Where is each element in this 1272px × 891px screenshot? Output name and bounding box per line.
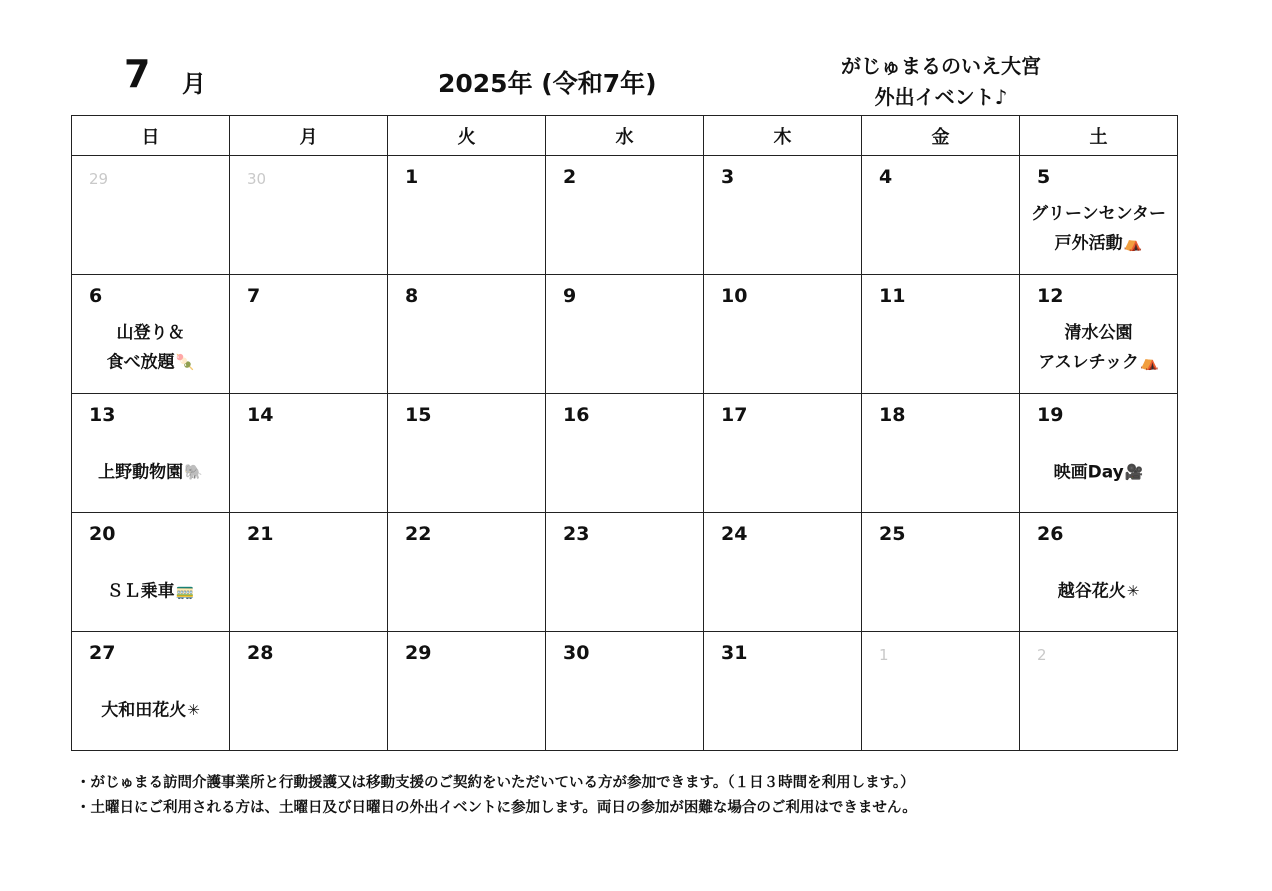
elephant-icon: 🐘	[184, 463, 203, 481]
weekday-fri: 金	[862, 116, 1020, 156]
notes	[76, 771, 917, 821]
day-number: 29	[405, 642, 432, 664]
day-cell	[862, 394, 1020, 513]
day-number: 22	[405, 523, 432, 545]
year-title: 2025年 (令和7年)	[438, 69, 657, 98]
event-label	[72, 458, 229, 488]
day-cell	[72, 275, 230, 394]
week-row	[72, 156, 1178, 275]
day-number: 5	[1037, 166, 1051, 188]
weekday-thu: 木	[704, 116, 862, 156]
day-cell	[546, 275, 704, 394]
organization-name: がじゅまるのいえ大宮	[841, 54, 1041, 78]
day-cell	[72, 394, 230, 513]
event-text: 上野動物園	[98, 462, 184, 483]
day-cell	[72, 156, 230, 275]
event-text: 山登り＆	[116, 323, 185, 343]
day-number: 4	[879, 166, 893, 188]
day-number: 26	[1037, 523, 1064, 545]
day-cell	[546, 394, 704, 513]
day-number: 10	[721, 285, 748, 307]
weekday-mon: 月	[230, 116, 388, 156]
tent-icon: ⛺	[1123, 234, 1143, 252]
day-cell	[72, 632, 230, 751]
day-number: 6	[89, 285, 103, 307]
day-cell	[230, 513, 388, 632]
day-number: 24	[721, 523, 748, 545]
day-number: 19	[1037, 404, 1064, 426]
day-number: 12	[1037, 285, 1064, 307]
day-cell	[704, 394, 862, 513]
event-text: 戸外活動	[1054, 233, 1123, 254]
day-cell	[1020, 513, 1178, 632]
week-row	[72, 394, 1178, 513]
day-number: 25	[879, 523, 906, 545]
day-number: 16	[563, 404, 590, 426]
event-label	[72, 696, 229, 726]
event-text: 越谷花火	[1057, 581, 1126, 602]
day-cell	[704, 632, 862, 751]
movie-camera-icon: 🎥	[1124, 463, 1144, 481]
day-cell	[546, 156, 704, 275]
day-cell	[230, 156, 388, 275]
event-title: 外出イベント♪	[874, 85, 1008, 109]
event-text: 清水公園	[1064, 323, 1133, 343]
skewer-icon: 🍡	[175, 353, 195, 371]
event-label	[72, 319, 229, 378]
weekday-tue: 火	[388, 116, 546, 156]
day-cell	[1020, 275, 1178, 394]
day-cell	[388, 275, 546, 394]
day-cell	[388, 394, 546, 513]
day-number: 13	[89, 404, 116, 426]
weekday-header-row	[72, 116, 1178, 156]
tent-icon: ⛺	[1140, 353, 1159, 371]
day-number: 20	[89, 523, 116, 545]
day-cell	[72, 513, 230, 632]
day-number: 1	[879, 646, 889, 664]
day-cell	[704, 156, 862, 275]
day-cell	[1020, 394, 1178, 513]
day-cell	[388, 513, 546, 632]
train-icon: 🚃	[175, 582, 195, 600]
day-number: 30	[563, 642, 590, 664]
day-number: 30	[247, 170, 267, 188]
day-number: 1	[405, 166, 419, 188]
event-label	[1020, 458, 1177, 488]
week-row	[72, 275, 1178, 394]
day-number: 11	[879, 285, 906, 307]
day-cell	[230, 632, 388, 751]
event-text: 食べ放題	[106, 352, 175, 373]
day-number: 8	[405, 285, 419, 307]
weekday-sat: 土	[1020, 116, 1178, 156]
event-text: 映画Day	[1053, 462, 1124, 483]
day-number: 27	[89, 642, 116, 664]
note-line: ・土曜日にご利用される方は、土曜日及び日曜日の外出イベントに参加します。両日の参加が困難な場合のご利用はできません。	[76, 800, 917, 816]
day-number: 17	[721, 404, 748, 426]
day-number: 2	[1037, 646, 1047, 664]
week-row	[72, 632, 1178, 751]
day-number: 18	[879, 404, 906, 426]
day-number: 3	[721, 166, 735, 188]
day-cell	[546, 632, 704, 751]
day-number: 23	[563, 523, 590, 545]
month-number: 7	[124, 52, 151, 96]
day-cell	[546, 513, 704, 632]
day-number: 15	[405, 404, 432, 426]
day-cell	[230, 394, 388, 513]
day-cell	[862, 275, 1020, 394]
day-cell	[1020, 632, 1178, 751]
day-number: 14	[247, 404, 274, 426]
note-line: ・がじゅまる訪問介護事業所と行動援護又は移動支援のご契約をいただいている方が参加できます。（１日３時間を利用します。）	[76, 775, 915, 791]
fireworks-icon: ✳	[1126, 582, 1140, 600]
week-row	[72, 513, 1178, 632]
day-number: 29	[89, 170, 109, 188]
day-number: 2	[563, 166, 577, 188]
weekday-wed: 水	[546, 116, 704, 156]
day-number: 28	[247, 642, 274, 664]
day-cell	[862, 156, 1020, 275]
day-cell	[388, 156, 546, 275]
day-number: 31	[721, 642, 748, 664]
month-label: 月	[182, 70, 206, 98]
weekday-sun: 日	[72, 116, 230, 156]
organization-block	[816, 51, 1066, 113]
day-cell	[388, 632, 546, 751]
day-cell	[1020, 156, 1178, 275]
day-number: 21	[247, 523, 274, 545]
day-cell	[704, 275, 862, 394]
event-label	[1020, 200, 1177, 259]
event-text: グリーンセンター	[1031, 204, 1166, 224]
day-cell	[862, 513, 1020, 632]
event-text: 大和田花火	[101, 700, 187, 721]
event-label	[72, 577, 229, 607]
calendar-grid	[71, 115, 1178, 751]
event-label	[1020, 319, 1177, 378]
day-cell	[230, 275, 388, 394]
event-label	[1020, 577, 1177, 607]
event-text: アスレチック	[1038, 352, 1140, 373]
event-text: ＳＬ乗車	[106, 581, 175, 602]
day-cell	[704, 513, 862, 632]
fireworks-icon: ✳	[187, 701, 200, 719]
day-cell	[862, 632, 1020, 751]
day-number: 9	[563, 285, 577, 307]
day-number: 7	[247, 285, 261, 307]
